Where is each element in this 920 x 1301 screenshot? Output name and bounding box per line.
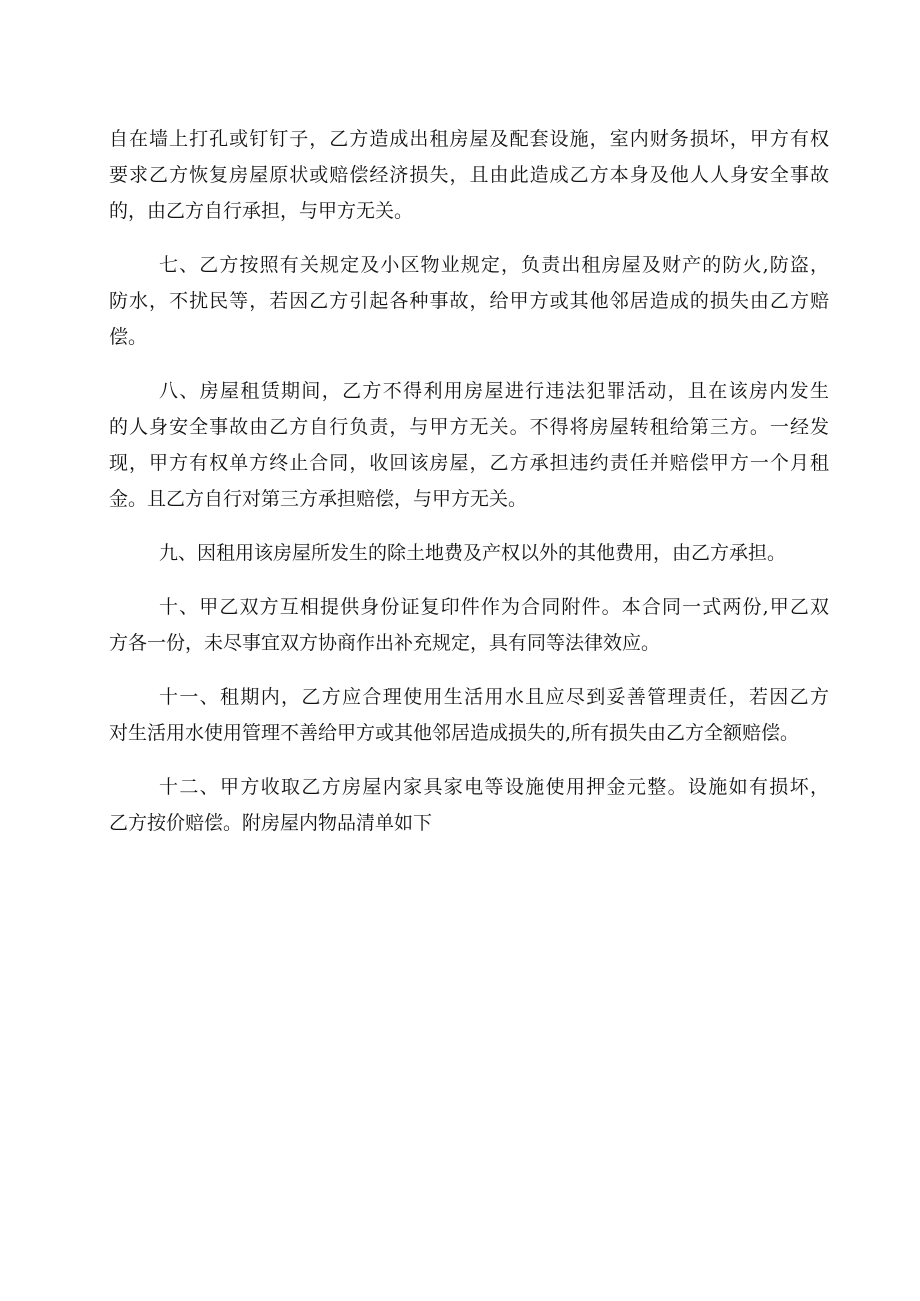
- clause-7: [109, 247, 829, 355]
- text-line: 防水，不扰民等，若因乙方引起各种事故，给甲方或其他邻居造成的损失由乙方赔: [109, 290, 829, 312]
- clause-11: [109, 679, 829, 751]
- clause-9: [109, 535, 829, 571]
- clause-10: [109, 589, 829, 661]
- text-line: 方各一份，未尽事宜双方协商作出补充规定，具有同等法律效应。: [109, 632, 661, 654]
- document-body: [109, 121, 829, 859]
- paragraph-continuation: [109, 121, 829, 229]
- text-line: 自在墙上打孔或钉钉子，乙方造成出租房屋及配套设施，室内财务损坏，甲方有权: [109, 128, 829, 150]
- clause-8: [109, 373, 829, 517]
- text-line: 对生活用水使用管理不善给甲方或其他邻居造成损失的,所有损失由乙方全额赔偿。: [109, 722, 800, 744]
- text-line: 金。且乙方自行对第三方承担赔偿，与甲方无关。: [109, 488, 528, 510]
- text-line: 十二、甲方收取乙方房屋内家具家电等设施使用押金元整。设施如有损坏，: [159, 776, 829, 798]
- text-line: 偿。: [109, 326, 148, 348]
- text-line: 的人身安全事故由乙方自行负责，与甲方无关。不得将房屋转租给第三方。一经发: [109, 416, 829, 438]
- text-line: 八、房屋租赁期间，乙方不得利用房屋进行违法犯罪活动，且在该房内发生: [159, 380, 829, 402]
- text-line: 要求乙方恢复房屋原状或赔偿经济损失，且由此造成乙方本身及他人人身安全事故: [109, 164, 829, 186]
- text-line: 乙方按价赔偿。附房屋内物品清单如下: [109, 812, 433, 834]
- text-line: 七、乙方按照有关规定及小区物业规定，负责出租房屋及财产的防火,防盗，: [159, 254, 829, 276]
- clause-12: [109, 769, 829, 841]
- text-line: 十、甲乙双方互相提供身份证复印件作为合同附件。本合同一式两份,甲乙双: [159, 596, 829, 618]
- text-line: 现，甲方有权单方终止合同，收回该房屋，乙方承担违约责任并赔偿甲方一个月租: [109, 452, 829, 474]
- text-line: 十一、租期内，乙方应合理使用生活用水且应尽到妥善管理责任，若因乙方: [159, 686, 829, 708]
- text-line: 九、因租用该房屋所发生的除土地费及产权以外的其他费用，由乙方承担。: [159, 542, 787, 564]
- text-line: 的，由乙方自行承担，与甲方无关。: [109, 200, 414, 222]
